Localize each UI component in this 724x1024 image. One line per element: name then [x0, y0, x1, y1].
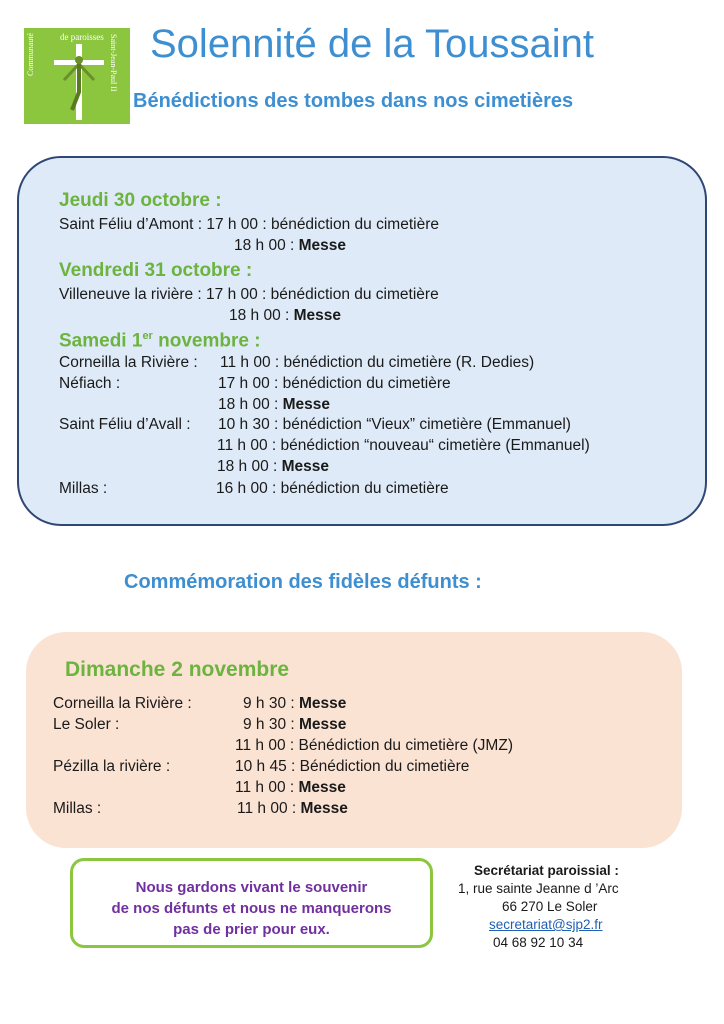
schedule-line: 18 h 00 : Messe: [218, 396, 331, 413]
schedule-line: 10 h 30 : bénédiction “Vieux” cimetière (Emmanuel): [218, 416, 571, 433]
place-label: Le Soler :: [53, 716, 120, 733]
logo-text-top: de paroisses: [60, 32, 104, 42]
message-line: pas de prier pour eux.: [173, 921, 330, 938]
remembrance-message-box: [70, 858, 433, 948]
place-label: Corneilla la Rivière :: [53, 695, 192, 712]
secretariat-email-link[interactable]: secretariat@sjp2.fr: [489, 917, 603, 932]
schedule-line: 17 h 00 : bénédiction du cimetière: [218, 375, 451, 392]
logo-text-right: Saint-Jean-Paul II: [109, 34, 118, 92]
day-heading-samedi: Samedi 1er novembre :: [59, 330, 261, 352]
message-line: Nous gardons vivant le souvenir: [135, 879, 368, 896]
commemoration-heading: Commémoration des fidèles défunts :: [124, 571, 482, 593]
schedule-line: 11 h 00 : bénédiction du cimetière (R. Dedies): [220, 354, 535, 371]
day-heading-jeudi: Jeudi 30 octobre :: [59, 190, 222, 211]
schedule-line: 11 h 00 : Bénédiction du cimetière (JMZ): [235, 737, 513, 754]
place-label: Saint Féliu d’Avall :: [59, 416, 191, 433]
logo-text-left: Communauté: [26, 32, 35, 76]
place-label: Millas :: [59, 480, 108, 497]
schedule-line: 11 h 00 : Messe: [235, 779, 346, 796]
parish-logo: [24, 28, 130, 124]
place-label: Corneilla la Rivière :: [59, 354, 198, 371]
schedule-line: 10 h 45 : Bénédiction du cimetière: [235, 758, 470, 775]
schedule-line: 18 h 00 : Messe: [234, 237, 347, 254]
page-subtitle: Bénédictions des tombes dans nos cimetières: [133, 90, 574, 112]
schedule-line: Saint Féliu d’Amont : 17 h 00 : bénédiction du cimetière: [59, 216, 439, 233]
crucifix-icon: [48, 40, 110, 122]
secretariat-address: 1, rue sainte Jeanne d ’Arc: [458, 881, 619, 896]
schedule-line: 16 h 00 : bénédiction du cimetière: [216, 480, 449, 497]
schedule-line: 18 h 00 : Messe: [229, 307, 342, 324]
schedule-line: 11 h 00 : Messe: [237, 800, 348, 817]
day-heading-vendredi: Vendredi 31 octobre :: [59, 260, 253, 281]
schedule-line: 9 h 30 : Messe: [243, 695, 347, 712]
place-label: Néfiach :: [59, 375, 121, 392]
page-title: Solennité de la Toussaint: [150, 22, 595, 66]
schedule-line: 18 h 00 : Messe: [217, 458, 330, 475]
message-line: de nos défunts et nous ne manquerons: [111, 900, 392, 917]
schedule-line: 9 h 30 : Messe: [243, 716, 347, 733]
secretariat-city: 66 270 Le Soler: [502, 899, 598, 914]
secretariat-title: Secrétariat paroissial :: [474, 863, 619, 878]
day-heading-dimanche: Dimanche 2 novembre: [65, 658, 290, 681]
place-label: Millas :: [53, 800, 102, 817]
schedule-line: 11 h 00 : bénédiction “nouveau“ cimetière (Emmanuel): [217, 437, 590, 454]
secretariat-phone: 04 68 92 10 34: [493, 935, 584, 950]
schedule-line: Villeneuve la rivière : 17 h 00 : bénédiction du cimetière: [59, 286, 439, 303]
place-label: Pézilla la rivière :: [53, 758, 171, 775]
